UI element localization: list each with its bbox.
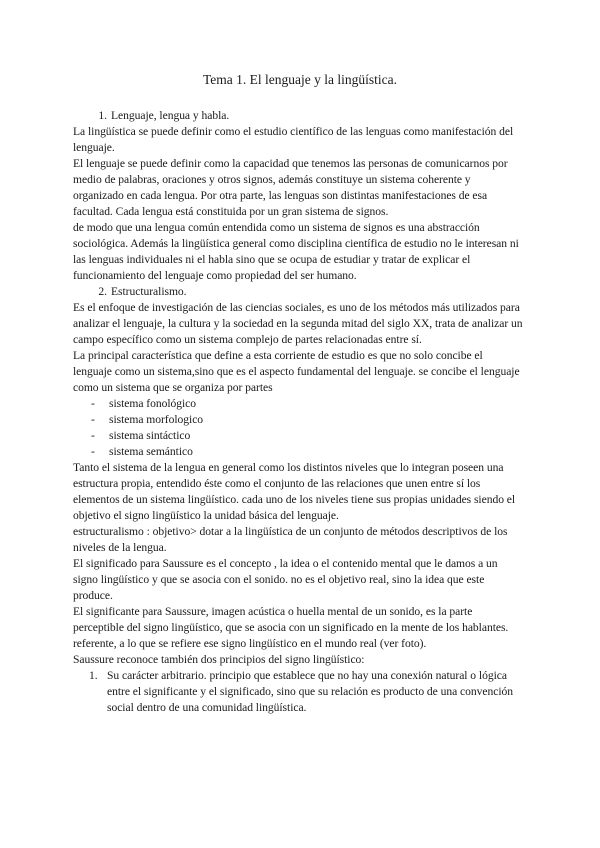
bullet-dash: -	[91, 397, 95, 410]
bullet-item	[73, 412, 523, 428]
document-title: Tema 1. El lenguaje y la lingüística.	[203, 72, 397, 87]
paragraph: Es el enfoque de investigación de las ciencias sociales, es uno de los métodos más utilizados para analizar el lenguaje, la cultura y la sociedad en la segunda mitad del siglo XX, trata de analizar un campo específico como un sistema complejo de partes relacionadas entre sí.	[73, 301, 523, 346]
section-heading-text: Estructuralismo.	[111, 285, 187, 298]
paragraph: El significante para Saussure, imagen acústica o huella mental de un sonido, es la parte perceptible del signo lingüístico, que se asocia con un significado en la mente de los hablantes.	[73, 605, 509, 634]
bullet-text: sistema morfologico	[109, 413, 204, 426]
section-number: 1.	[98, 109, 107, 122]
bullet-text: sistema sintáctico	[109, 429, 191, 442]
section-heading-2	[73, 284, 523, 300]
paragraph: Tanto el sistema de la lengua en general como los distintos niveles que lo integran poseen una estructura propia, entendido éste como el conjunto de las relaciones que unen entre sí los elementos de un sistema lingüístico. cada uno de los niveles tiene sus propias unidades siendo el objetivo el signo lingüístico la unidad básica del lenguaje.	[73, 461, 516, 522]
bullet-dash: -	[91, 413, 95, 426]
item-text: Su carácter arbitrario. principio que establece que no hay una conexión natural o lógica entre el significante y el significado, sino que su relación es producto de una convención social dentro de una comunidad lingüística.	[107, 669, 513, 714]
bullet-text: sistema semántico	[109, 445, 193, 458]
bullet-item	[73, 396, 523, 412]
paragraph: de modo que una lengua común entendida como un sistema de signos es una abstracción sociológica. Además la lingüística general como disciplina científica de estudio no le interesan ni las lenguas individuales ni el habla sino que se ocupa de estudiar y tratar de explicar el funcionamiento del lenguaje como propiedad del ser humano.	[73, 221, 519, 282]
section-number: 2.	[98, 285, 107, 298]
paragraph: estructuralismo : objetivo> dotar a la lingüística de un conjunto de métodos descriptivos de los niveles de la lengua.	[73, 525, 508, 554]
paragraph: La principal característica que define a esta corriente de estudio es que no solo concibe el lenguaje como un sistema,sino que es el aspecto fundamental del lenguaje. se concibe el lenguaje como un sistema que se organiza por partes	[73, 349, 520, 394]
bullet-dash: -	[91, 445, 95, 458]
section-heading-1	[73, 108, 523, 124]
bullet-text: sistema fonológico	[109, 397, 197, 410]
numbered-item	[73, 668, 523, 716]
paragraph: Saussure reconoce también dos principios del signo lingüístico:	[73, 653, 365, 666]
paragraph: referente, a lo que se refiere ese signo lingüístico en el mundo real (ver foto).	[73, 637, 427, 650]
document-body	[73, 108, 523, 716]
bullet-item	[73, 444, 523, 460]
section-heading-text: Lenguaje, lengua y habla.	[111, 109, 230, 122]
paragraph: El significado para Saussure es el concepto , la idea o el contenido mental que le damos a un signo lingüístico y que se asocia con el sonido. no es el objetivo real, sino la idea que este produce.	[73, 557, 498, 602]
bullet-item	[73, 428, 523, 444]
paragraph: La lingüística se puede definir como el estudio científico de las lenguas como manifestación del lenguaje.	[73, 125, 514, 154]
item-number: 1.	[89, 669, 98, 682]
bullet-dash: -	[91, 429, 95, 442]
paragraph: El lenguaje se puede definir como la capacidad que tenemos las personas de comunicarnos por medio de palabras, oraciones y otros signos, además constituye un sistema coherente y organizado en cada lengua. Por otra parte, las lenguas son distintas manifestaciones de esa facultad. Cada lengua está constituida por un gran sistema de signos.	[73, 157, 508, 218]
